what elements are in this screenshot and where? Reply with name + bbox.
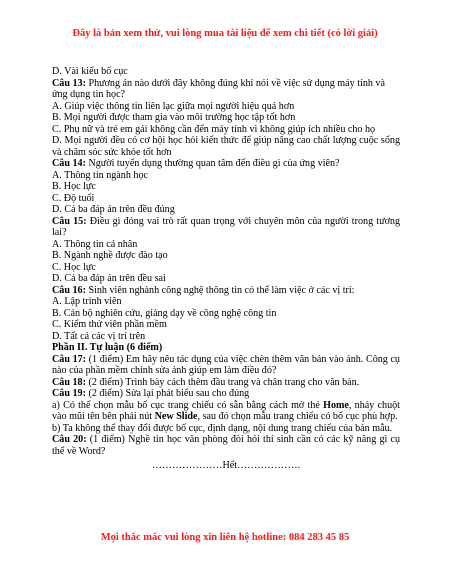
- question-text: (2 điểm) Trình bày cách thêm đầu trang và chân trang cho văn bản.: [85, 376, 360, 388]
- question-14: [52, 158, 400, 170]
- q13-option-a: A. Giúp việc thông tin liên lạc giữa mọi người hiệu quả hơn: [52, 100, 295, 112]
- document-body: [52, 66, 400, 472]
- question-text: Phương án nào dưới đây không đúng khi nói về việc sử dụng máy tính và ứng dụng tin học?: [52, 77, 385, 100]
- question-text: Người tuyển dụng thường quan tâm đến điều gì của ứng viên?: [85, 158, 340, 169]
- question-label: Câu 17:: [52, 353, 87, 365]
- q12-option-d: D. Vài kiểu bố cục: [52, 66, 128, 77]
- q15-option-b: B. Ngành nghề được đào tạo: [52, 250, 168, 261]
- hotline-notice-footer: Mọi thắc mắc vui lòng xin liên hệ hotline: 084 283 45 85: [100, 532, 350, 543]
- question-19: [52, 388, 400, 400]
- question-label: Câu 14:: [52, 158, 86, 169]
- q19-statement-a: a) Có thể chọn mẫu bố cục trang chiếu có sẵn bằng cách mở thẻ Home, nháy chuột vào mũi tên bên phải nút New Slide, sau đó chọn mẫu trang chiếu có bố cục phù hợp.: [52, 399, 400, 422]
- question-17: [52, 354, 400, 377]
- question-text: Điều gì đóng vai trò rất quan trọng với chuyên môn của người trong tương lai?: [52, 215, 400, 238]
- question-20: [52, 434, 400, 457]
- question-text: (2 điểm) Sửa lại phát biểu sau cho đúng: [85, 388, 250, 399]
- q16-option-d: D. Tất cả các vị trí trên: [52, 330, 146, 342]
- q13-option-b: B. Mọi người được tham gia vào môi trường học tập tốt hơn: [52, 112, 296, 123]
- q13-option-d: D. Mọi người đều có cơ hội học hỏi kiến thức để giúp nâng cao chất lượng cuộc sống và chăm sóc sức khỏe tốt hơn: [52, 135, 400, 158]
- q15-option-c: C. Học lực: [52, 261, 96, 273]
- question-label: Câu 19:: [52, 388, 86, 399]
- q16-option-b: B. Cán bộ nghiên cứu, giảng dạy về công nghệ công tin: [52, 307, 277, 319]
- q14-option-d: D. Cả ba đáp án trên đều đúng: [52, 204, 175, 215]
- q16-option-a: A. Lập trình viên: [52, 296, 122, 307]
- q13-option-c: C. Phụ nữ và trẻ em gái không cần đến máy tính vì không giúp ích nhiều cho họ: [52, 123, 376, 135]
- q16-option-c: C. Kiểm thử viên phần mềm: [52, 319, 167, 330]
- question-label: Câu 20:: [52, 434, 87, 445]
- question-label: Câu 15:: [52, 215, 87, 227]
- part-2-heading: Phần II. Tự luận (6 điểm): [52, 342, 163, 353]
- question-16: [52, 285, 400, 297]
- q15-option-d: D. Cả ba đáp án trên đều sai: [52, 273, 166, 284]
- question-label: Câu 13:: [52, 77, 86, 89]
- question-18: [52, 377, 400, 389]
- home-tab-name: Home: [323, 399, 349, 411]
- question-15: [52, 216, 400, 239]
- end-marker: …………………Hết……………….: [151, 460, 301, 471]
- q19-statement-b: b) Ta không thể thay đổi được bố cục, định dạng, nội dung trang chiếu của bản mẫu.: [52, 422, 393, 434]
- preview-notice-header: Đây là bản xem thử, vui lòng mua tài liệu để xem chi tiết (có lời giải): [72, 28, 378, 39]
- question-text: Sinh viên nghành công nghệ thông tin có thể làm việc ở các vị trí:: [85, 284, 355, 296]
- question-label: Câu 16:: [52, 284, 86, 296]
- question-label: Câu 18:: [52, 376, 86, 388]
- new-slide-button-name: New Slide: [154, 411, 198, 422]
- q14-option-a: A. Thông tin ngành học: [52, 169, 148, 181]
- q14-option-b: B. Học lực: [52, 181, 96, 192]
- q14-option-c: C. Độ tuổi: [52, 192, 95, 204]
- question-text: (1 điểm) Nghề tin học văn phòng đòi hỏi thí sinh cần có các kỹ năng gì cụ thể về Word?: [52, 434, 400, 457]
- question-text: (1 điểm) Em hãy nêu tác dụng của việc chèn thêm văn bản vào ảnh. Công cụ nào của phần mềm chỉnh sửa ảnh giúp em làm điều đó?: [52, 353, 400, 376]
- question-13: [52, 78, 400, 101]
- q15-option-a: A. Thông tin cá nhân: [52, 238, 138, 250]
